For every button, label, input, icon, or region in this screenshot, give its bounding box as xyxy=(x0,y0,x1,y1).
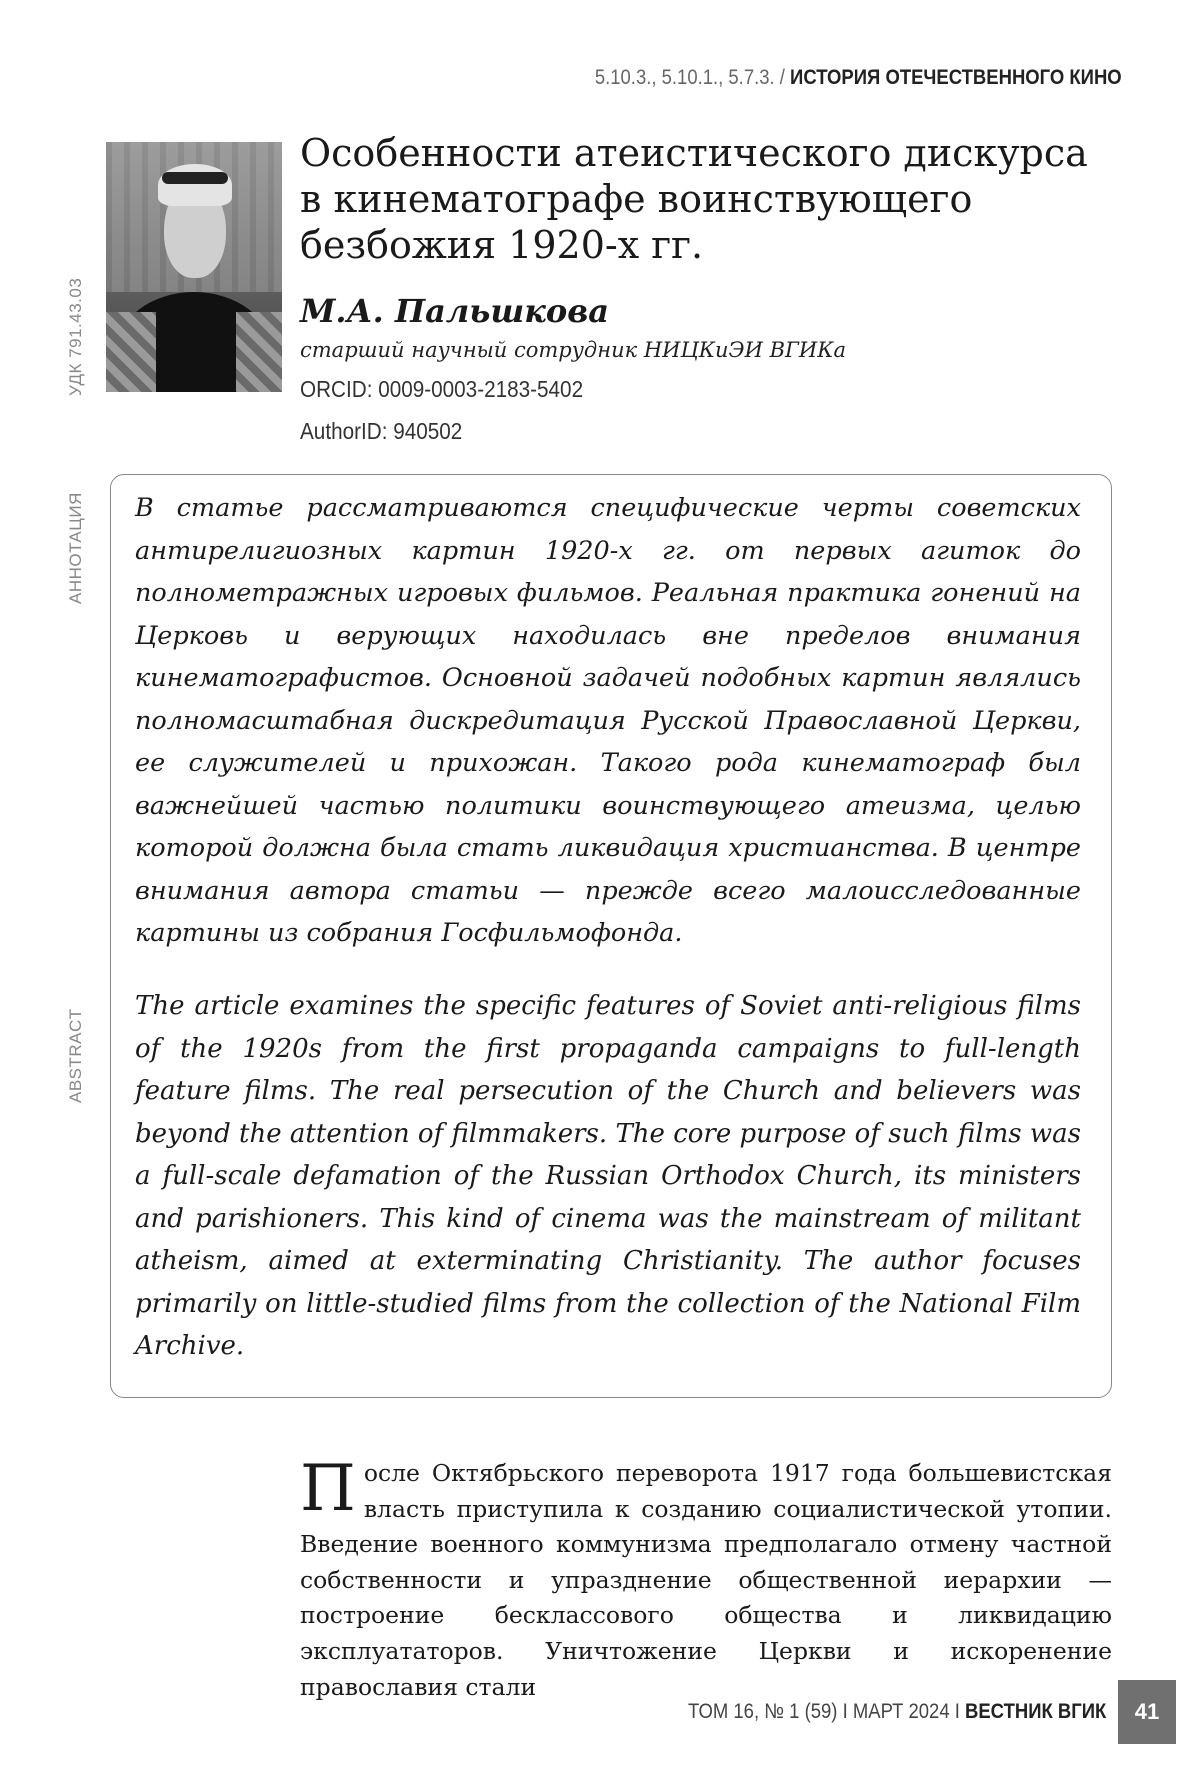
running-head xyxy=(595,66,1122,90)
footer-issue-info xyxy=(688,1700,1106,1724)
author-photo xyxy=(106,142,282,392)
body-paragraph: осле Октябрьского переворота 1917 года большевистская власть приступила к созданию социалистической утопии. Введение военного коммунизма предполагало отмену частной собственности и упразднение общественной иерархии — построение бесклассового общества и ликвидацию эксплуататоров. Уничтожение Церкви и искоренение православия стали xyxy=(300,1459,1112,1701)
annotation-side-label: АННОТАЦИЯ xyxy=(66,492,85,604)
udk-label: УДК 791.43.03 xyxy=(66,277,85,396)
section-rubric: ИСТОРИЯ ОТЕЧЕСТВЕННОГО КИНО xyxy=(790,66,1122,89)
abstract-side-label: ABSTRACT xyxy=(66,1008,85,1103)
author-position: старший научный сотрудник НИЦКиЭИ ВГИКа xyxy=(300,338,847,362)
abstract-english: The article examines the specific features of Soviet anti-religious films of the 1920s from the first propaganda campaigns to full-length feature films. The real persecution of the Church and believers was beyond the attention of filmmakers. The core purpose of such films was a full-scale defamation of the Russian Orthodox Church, its ministers and parishioners. This kind of cinema was the mainstream of militant atheism, aimed at exterminating Christianity. The author focuses primarily on little-studied films from the collection of the National Film Archive. xyxy=(135,991,1081,1361)
orcid: ORCID: 0009-0003-2183-5402 xyxy=(300,376,584,402)
issue-info: ТОМ 16, № 1 (59) I МАРТ 2024 I xyxy=(687,1700,965,1723)
annotation-russian: В статье рассматриваются специфические черты советских антирелигиозных картин 1920-х гг. от первых агиток до полнометражных игровых фильмов. Реальная практика гонений на Церковь и верующих находилась вне пределов внимания кинематографистов. Основной задачей подобных картин являлись полномасштабная дискредитация Русской Православной Церкви, ее служителей и прихожан. Такого рода кинематограф был важнейшей частью политики воинствующего атеизма, целью которой должна была стать ликвидация христианства. В центре внимания автора статьи — прежде всего малоисследованные картины из собрания Госфильмофонда. xyxy=(135,493,1081,948)
drop-cap: П xyxy=(300,1452,356,1526)
article-body xyxy=(300,1452,1112,1705)
author-id: AuthorID: 940502 xyxy=(300,418,463,444)
abstract-box xyxy=(110,474,1112,1398)
specialty-codes: 5.10.3., 5.10.1., 5.7.3. / xyxy=(595,66,791,89)
author-name: М.А. Пальшкова xyxy=(300,292,610,330)
page-number: 41 xyxy=(1118,1680,1176,1744)
article-title: Особенности атеистического дискурса в кинематографе воинствующего безбожия 1920-х гг. xyxy=(300,131,1088,267)
journal-name: ВЕСТНИК ВГИК xyxy=(964,1700,1106,1723)
